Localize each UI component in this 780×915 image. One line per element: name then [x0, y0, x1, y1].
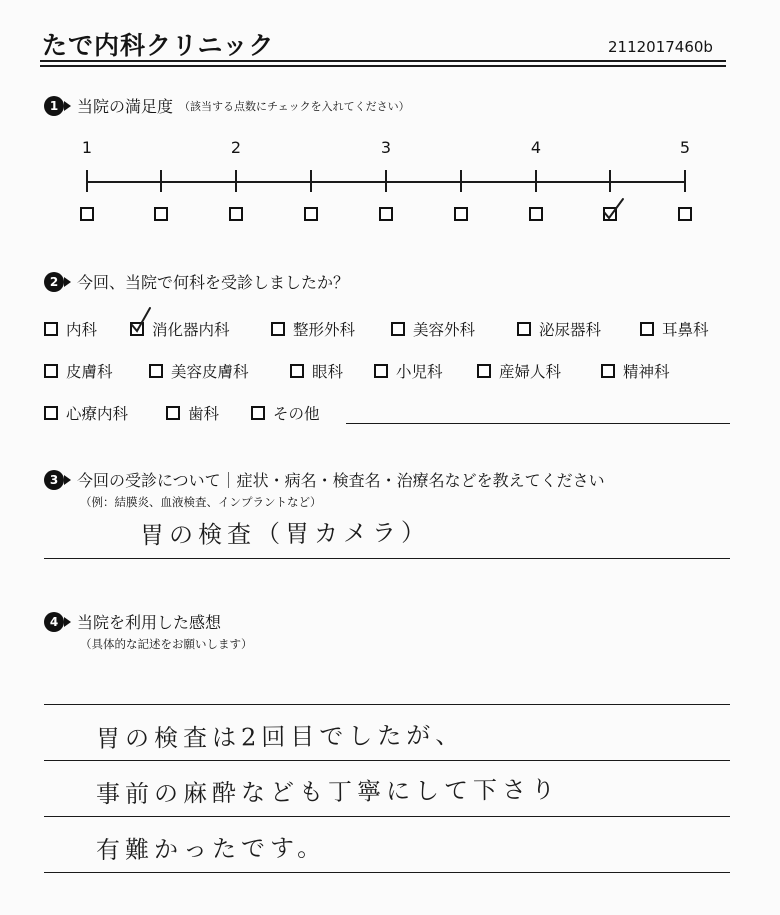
q1-title: 当院の満足度: [77, 97, 174, 116]
form-id: 2112017460b: [608, 38, 713, 56]
scale-label-2: 2: [230, 138, 242, 157]
department-label: 耳鼻科: [662, 321, 709, 339]
department-label: 整形外科: [293, 321, 356, 339]
department-label: 小児科: [396, 363, 443, 381]
scale-label-4: 4: [530, 138, 542, 157]
q2-check-mark-icon: [132, 308, 150, 331]
department-label: 美容外科: [413, 321, 476, 339]
department-label: 内科: [66, 321, 98, 339]
department-label: 眼科: [312, 363, 344, 381]
q3-handwritten-answer: 胃の検査（胃カメラ）: [139, 518, 431, 550]
q3-title: 今回の受診について｜症状・病名・検査名・治療名などを教えてください: [77, 471, 605, 490]
q3-number-badge: 3: [44, 470, 64, 490]
q1-number-badge: 1: [44, 96, 64, 116]
department-label: 歯科: [188, 405, 220, 423]
q2-title: 今回、当院で何科を受診しましたか？: [77, 273, 350, 292]
q4-note: （具体的な記述をお願いします）: [80, 637, 253, 651]
scale-label-1: 1: [81, 138, 93, 157]
department-label: 消化器内科: [152, 321, 230, 339]
department-label: 産婦人科: [499, 363, 562, 381]
department-label: 心療内科: [66, 405, 129, 423]
scale-label-3: 3: [380, 138, 392, 157]
department-label: 泌尿器科: [539, 321, 602, 339]
q4-handwritten-line-2: 事前の麻酔なども丁寧にして下さり: [95, 775, 561, 809]
q4-title: 当院を利用した感想: [77, 613, 222, 632]
q2-number-badge: 2: [44, 272, 64, 292]
q4-number-badge: 4: [44, 612, 64, 632]
scale-label-5: 5: [679, 138, 691, 157]
q1-check-mark-icon: [604, 199, 623, 218]
department-label: 精神科: [623, 363, 670, 381]
clinic-name: たで内科クリニック: [42, 31, 275, 60]
department-label: 皮膚科: [66, 363, 113, 381]
department-label: 美容皮膚科: [171, 363, 249, 381]
department-label: その他: [273, 405, 320, 423]
q1-note: （該当する点数にチェックを入れてください）: [179, 99, 410, 113]
q4-handwritten-line-1: 胃の検査は2回目でしたが、: [95, 721, 465, 753]
q3-example: （例：結膜炎、血液検査、インプラントなど）: [80, 495, 322, 509]
q4-handwritten-line-3: 有難かったです。: [95, 833, 327, 865]
